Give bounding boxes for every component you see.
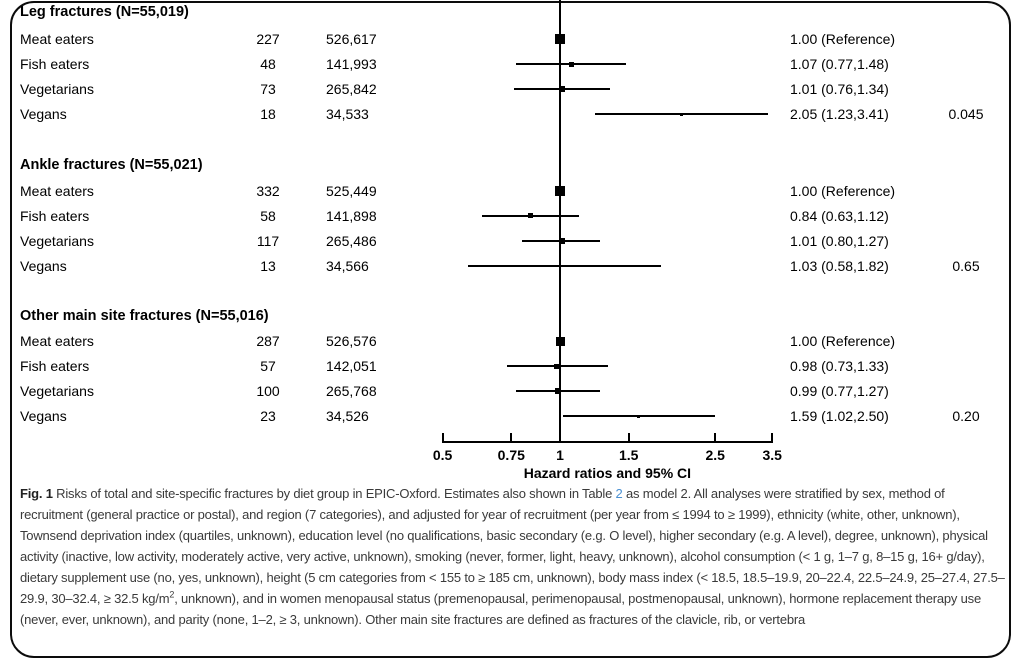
reference-line [559,0,561,441]
row-cases: 13 [260,258,276,274]
axis-title: Hazard ratios and 95% CI [523,465,692,481]
p-het-value: 0.65 [952,258,980,274]
row-cases: 332 [256,182,280,199]
hr-marker [556,337,565,346]
row-group-label: Vegetarians [20,81,94,97]
row-cases: 287 [256,333,280,349]
hr-ci-label: 0.99 (0.77,1.27) [790,383,889,399]
section-title: Ankle fractures (N=55,021) [20,157,203,173]
axis-tick-label: 0.5 [432,447,453,463]
hr-marker [564,265,566,267]
hr-ci-label: 1.00 (Reference) [790,31,896,47]
hr-ci-label: 1.03 (0.58,1.82) [790,258,889,274]
axis-tick [510,433,512,441]
row-person-years: 34,533 [326,106,369,122]
hr-ci-label: 1.00 (Reference) [790,182,896,199]
row-person-years: 141,993 [326,56,377,72]
row-cases: 18 [260,106,276,122]
hr-ci-label: 1.01 (0.76,1.34) [790,81,889,97]
row-person-years: 34,526 [326,408,369,424]
hr-marker [569,62,574,67]
row-group-label: Vegetarians [20,232,94,249]
axis-tick [559,433,561,441]
hr-ci-label: 2.05 (1.23,3.41) [790,106,889,122]
row-cases: 117 [256,232,280,249]
row-person-years: 525,449 [326,182,377,199]
axis-tick-label: 1.5 [618,447,639,463]
row-person-years: 265,486 [326,232,377,249]
caption-text-3: , unknown), and in women menopausal status (premenopausal, perimenopausal, postmenopausal, unknown), hormone replacement therapy use (never, ever, unknown), and parity (none, 1–2, ≥ 3, unknown). Other main site fractures are defined as fractures of the clavicle, rib, or vertebra [20,591,982,627]
row-group-label: Fish eaters [20,207,90,224]
figure-caption [20,483,1006,630]
row-group-label: Meat eaters [20,182,94,199]
row-group-label: Fish eaters [20,56,90,72]
axis-tick-label: 3.5 [762,447,782,463]
row-group-label: Vegans [20,408,67,424]
hr-ci-label: 1.59 (1.02,2.50) [790,408,889,424]
axis-tick [442,433,444,441]
row-person-years: 142,051 [326,358,377,374]
row-group-label: Vegans [20,258,67,274]
p-het-value: 0.20 [952,408,980,424]
row-person-years: 141,898 [326,207,377,224]
hr-marker [555,34,565,44]
section-title: Leg fractures (N=55,019) [20,4,189,20]
hr-ci-label: 0.98 (0.73,1.33) [790,358,889,374]
hr-marker [528,213,533,218]
hr-marker [559,86,565,92]
caption-text-1: Risks of total and site-specific fractures by diet group in EPIC-Oxford. Estimates also shown in Table [52,486,616,501]
axis-tick [628,433,630,441]
hr-marker [555,186,565,196]
axis-tick [714,433,716,441]
axis-tick-label: 1 [556,447,564,463]
row-group-label: Meat eaters [20,31,94,47]
hr-marker [637,415,640,418]
row-group-label: Vegetarians [20,383,94,399]
row-person-years: 265,768 [326,383,377,399]
row-cases: 227 [256,31,280,47]
axis-tick-label: 0.75 [497,447,525,463]
row-cases: 57 [260,358,276,374]
row-cases: 73 [260,81,276,97]
hr-ci-label: 0.84 (0.63,1.12) [790,207,889,224]
row-group-label: Fish eaters [20,358,90,374]
row-person-years: 526,617 [326,31,377,47]
row-cases: 58 [260,207,276,224]
hr-ci-label: 1.00 (Reference) [790,333,896,349]
hr-marker [559,238,565,244]
hr-marker [555,388,561,394]
hr-ci-label: 1.01 (0.80,1.27) [790,232,889,249]
p-het-value: 0.045 [948,106,984,122]
row-person-years: 34,566 [326,258,369,274]
caption-superscript: 2 [169,589,175,600]
row-group-label: Vegans [20,106,67,122]
row-group-label: Meat eaters [20,333,94,349]
axis-line [442,441,774,443]
hr-ci-label: 1.07 (0.77,1.48) [790,56,889,72]
caption-text-2: as model 2. All analyses were stratified by sex, method of recruitment (general practice or postal), and region (7 categories), and adjusted for year of recruitment (per year from ≤ 1994 to ≥ 1999), ethnicity (white, other, unknown), Townsend deprivation index (quartiles, unknown), education level (no qualifications, basic secondary (e.g. O level), higher secondary (e.g. A level), degree, unknown), physical activity (inactive, low activity, moderately active, very active, unknown), smoking (never, former, light, heavy, unknown), alcohol consumption (< 1 g, 1–7 g, 8–15 g, 16+ g/day), dietary supplement use (no, yes, unknown), height (5 cm categories from < 155 to ≥ 185 cm, unknown), body mass index (< 18.5, 18.5–19.9, 20–22.4, 22.5–24.9, 25–27.4, 27.5–29.9, 30–32.4, ≥ 32.5 kg/m [20,486,1005,606]
hr-marker [554,364,559,369]
caption-figure-label: Fig. 1 [20,486,53,501]
axis-tick-label: 2.5 [705,447,725,463]
row-cases: 23 [260,408,276,424]
row-person-years: 265,842 [326,81,377,97]
row-cases: 48 [260,56,276,72]
table-2-link[interactable]: 2 [615,486,623,501]
row-person-years: 526,576 [326,333,377,349]
section-title: Other main site fractures (N=55,016) [20,308,269,324]
axis-tick [771,433,773,441]
row-cases: 100 [256,383,280,399]
hr-marker [680,113,683,116]
